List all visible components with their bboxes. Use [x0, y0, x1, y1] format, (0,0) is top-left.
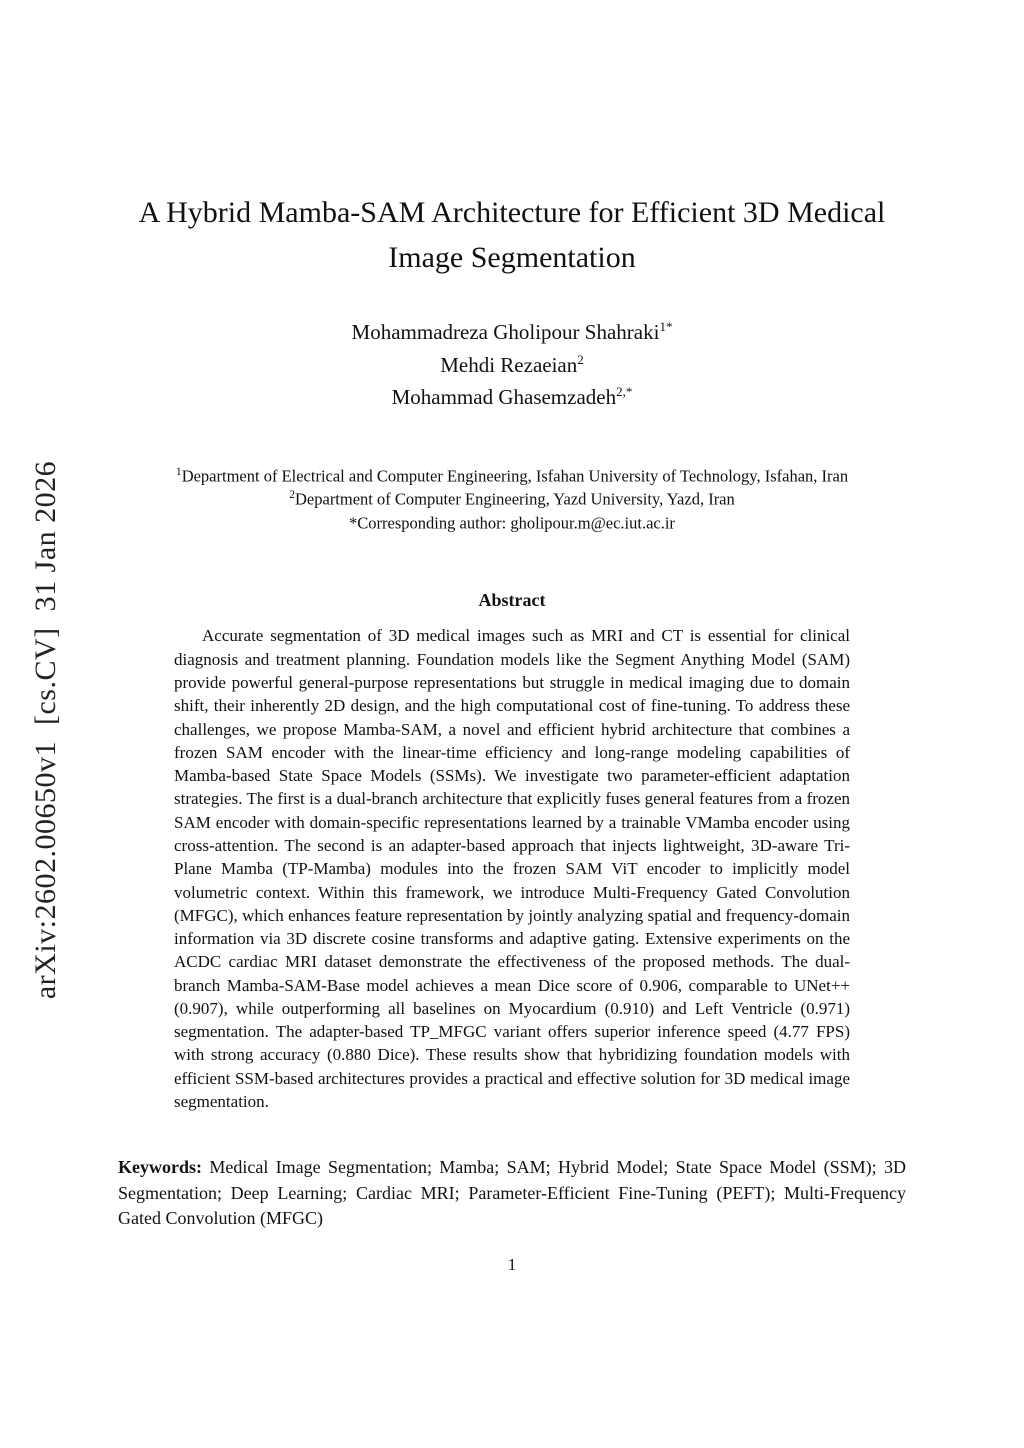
author — [0, 381, 1024, 414]
author-list — [0, 316, 1024, 414]
affiliation-text: Department of Computer Engineering, Yazd University, Yazd, Iran — [295, 489, 735, 509]
author-affiliation-marker: 2 — [577, 351, 584, 367]
author-name: Mohammad Ghasemzadeh — [391, 385, 617, 410]
affiliation-marker: 2 — [289, 489, 295, 502]
abstract-text: Accurate segmentation of 3D medical images such as MRI and CT is essential for clinical diagnosis and treatment planning. Foundation models like the Segment Anything Model (SAM) provide powerful general-purpose representations but struggle in medical imaging due to domain shift, their inherently 2D design, and the high computational cost of fine-tuning. To address these challenges, we propose Mamba-SAM, a novel and efficient hybrid architecture that combines a frozen SAM encoder with the linear-time efficiency and long-range modeling capabilities of Mamba-based State Space Models (SSMs). We investigate two parameter-efficient adaptation strategies. The first is a dual-branch architecture that explicitly fuses general features from a frozen SAM encoder with domain-specific representations learned by a trainable VMamba encoder using cross-attention. The second is an adapter-based approach that injects lightweight, 3D-aware Tri-Plane Mamba (TP-Mamba) modules into the frozen SAM ViT encoder to implicitly model volumetric context. Within this framework, we introduce Multi-Frequency Gated Convolution (MFGC), which enhances feature representation by jointly analyzing spatial and frequency-domain information via 3D discrete cosine transforms and adaptive gating. Extensive experiments on the ACDC cardiac MRI dataset demonstrate the effectiveness of the proposed methods. The dual-branch Mamba-SAM-Base model achieves a mean Dice score of 0.906, comparable to UNet++ (0.907), while outperforming all baselines on Myocardium (0.910) and Left Ventricle (0.971) segmentation. The adapter-based TP_MFGC variant offers superior inference speed (4.77 FPS) with strong accuracy (0.880 Dice). These results show that hybridizing foundation models with efficient SSM-based architectures provides a practical and effective solution for 3D medical image segmentation. — [174, 626, 850, 1112]
author-affiliation-marker: 2,* — [616, 384, 633, 400]
page-number: 1 — [507, 1254, 517, 1274]
author-name: Mohammadreza Gholipour Shahraki — [351, 320, 660, 344]
corresponding-author-line — [102, 511, 922, 535]
keywords-label: Keywords: — [118, 1157, 202, 1178]
affiliation — [102, 487, 922, 511]
affiliation-text: Department of Electrical and Computer Engineering, Isfahan University of Technology, Isfahan, Iran — [181, 466, 849, 486]
keywords-block — [118, 1155, 906, 1231]
author — [0, 316, 1024, 349]
corresponding-author-text: *Corresponding author: gholipour.m@ec.iut.ac.ir — [349, 513, 675, 533]
arxiv-watermark: arXiv:2602.00650v1 [cs.CV] 31 Jan 2026 — [29, 460, 62, 1000]
author-name: Mehdi Rezaeian — [440, 352, 578, 377]
affiliation-marker: 1 — [175, 465, 182, 478]
affiliation — [102, 464, 922, 488]
abstract-heading: Abstract — [478, 590, 546, 611]
keywords-text: Medical Image Segmentation; Mamba; SAM; Hybrid Model; State Space Model (SSM); 3D Segmentation; Deep Learning; Cardiac MRI; Parameter-Efficient Fine-Tuning (PEFT); Multi-Frequency Gated Convolution (MFGC) — [118, 1157, 906, 1228]
author-affiliation-marker: 1* — [659, 319, 673, 334]
paper-title: A Hybrid Mamba-SAM Architecture for Efficient 3D Medical Image Segmentation — [138, 196, 886, 274]
author — [0, 349, 1024, 382]
affiliation-list — [0, 464, 1024, 535]
